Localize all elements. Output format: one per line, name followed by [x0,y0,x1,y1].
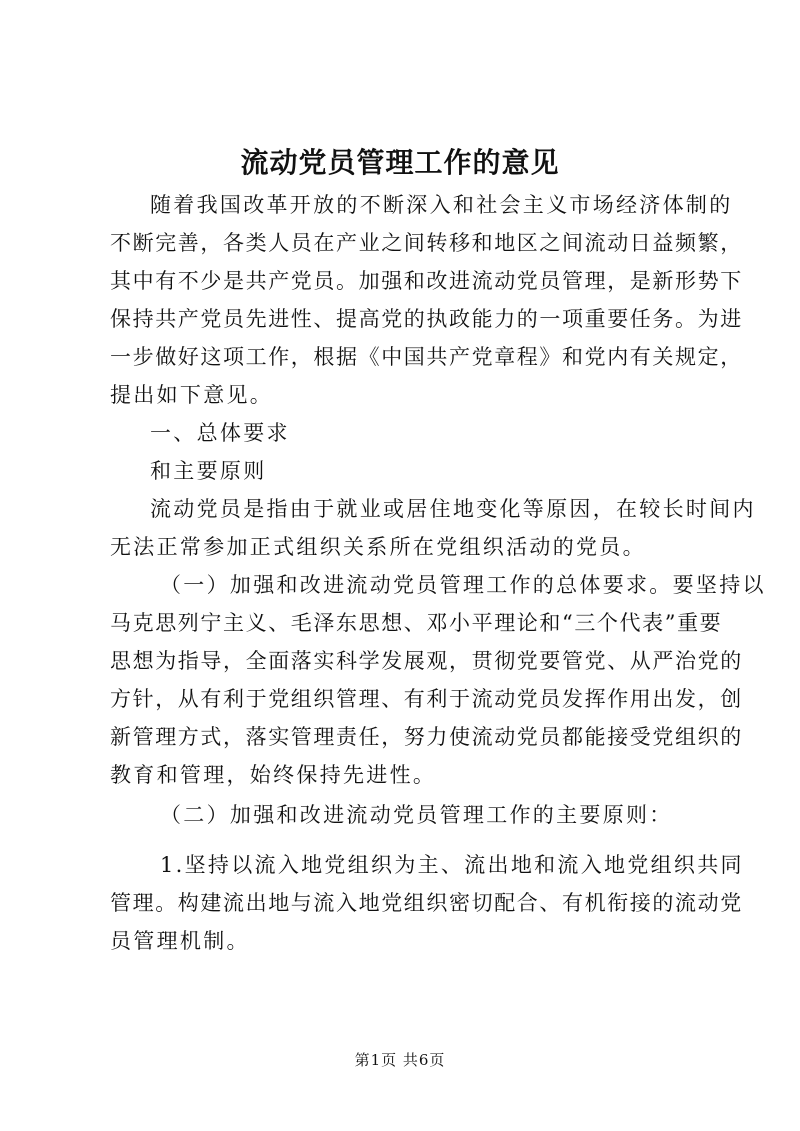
paragraph-line: 马克思列宁主义、毛泽东思想、邓小平理论和“三个代表”重要 [110,611,723,635]
paragraph-line: （一）加强和改进流动党员管理工作的总体要求。要坚持以 [160,573,766,597]
paragraph-line: 方针，从有利于党组织管理、有利于流动党员发挥作用出发，创 [110,687,743,711]
paragraph-line: 一步做好这项工作，根据《中国共产党章程》和党内有关规定， [110,345,743,369]
section-heading: 一、总体要求 [150,421,290,445]
document-title: 流动党员管理工作的意见 [240,146,560,179]
paragraph-line: 其中有不少是共产党员。加强和改进流动党员管理，是新形势下 [110,269,743,293]
paragraph-line: 思想为指导，全面落实科学发展观，贯彻党要管党、从严治党的 [110,649,743,673]
paragraph-line: 新管理方式，落实管理责任，努力使流动党员都能接受党组织的 [110,725,743,749]
section-heading: 和主要原则 [150,459,267,483]
paragraph-line: 教育和管理，始终保持先进性。 [110,763,437,787]
paragraph-line: （二）加强和改进流动党员管理工作的主要原则： [160,803,673,827]
paragraph-line: 不断完善，各类人员在产业之间转移和地区之间流动日益频繁， [110,231,743,255]
paragraph-line: 流动党员是指由于就业或居住地变化等原因，在较长时间内 [150,497,756,521]
paragraph-line: 管理。构建流出地与流入地党组织密切配合、有机衔接的流动党 [110,891,743,915]
page-footer: 第1页 共6页 [354,1051,446,1069]
paragraph-line: 随着我国改革开放的不断深入和社会主义市场经济体制的 [150,193,733,217]
paragraph-line: 提出如下意见。 [110,383,274,407]
paragraph-line: 员管理机制。 [110,929,250,953]
paragraph-line: 无法正常参加正式组织关系所在党组织活动的党员。 [110,535,646,559]
paragraph-line: 1.坚持以流入地党组织为主、流出地和流入地党组织共同 [160,853,744,877]
paragraph-line: 保持共产党员先进性、提高党的执政能力的一项重要任务。为进 [110,307,743,331]
